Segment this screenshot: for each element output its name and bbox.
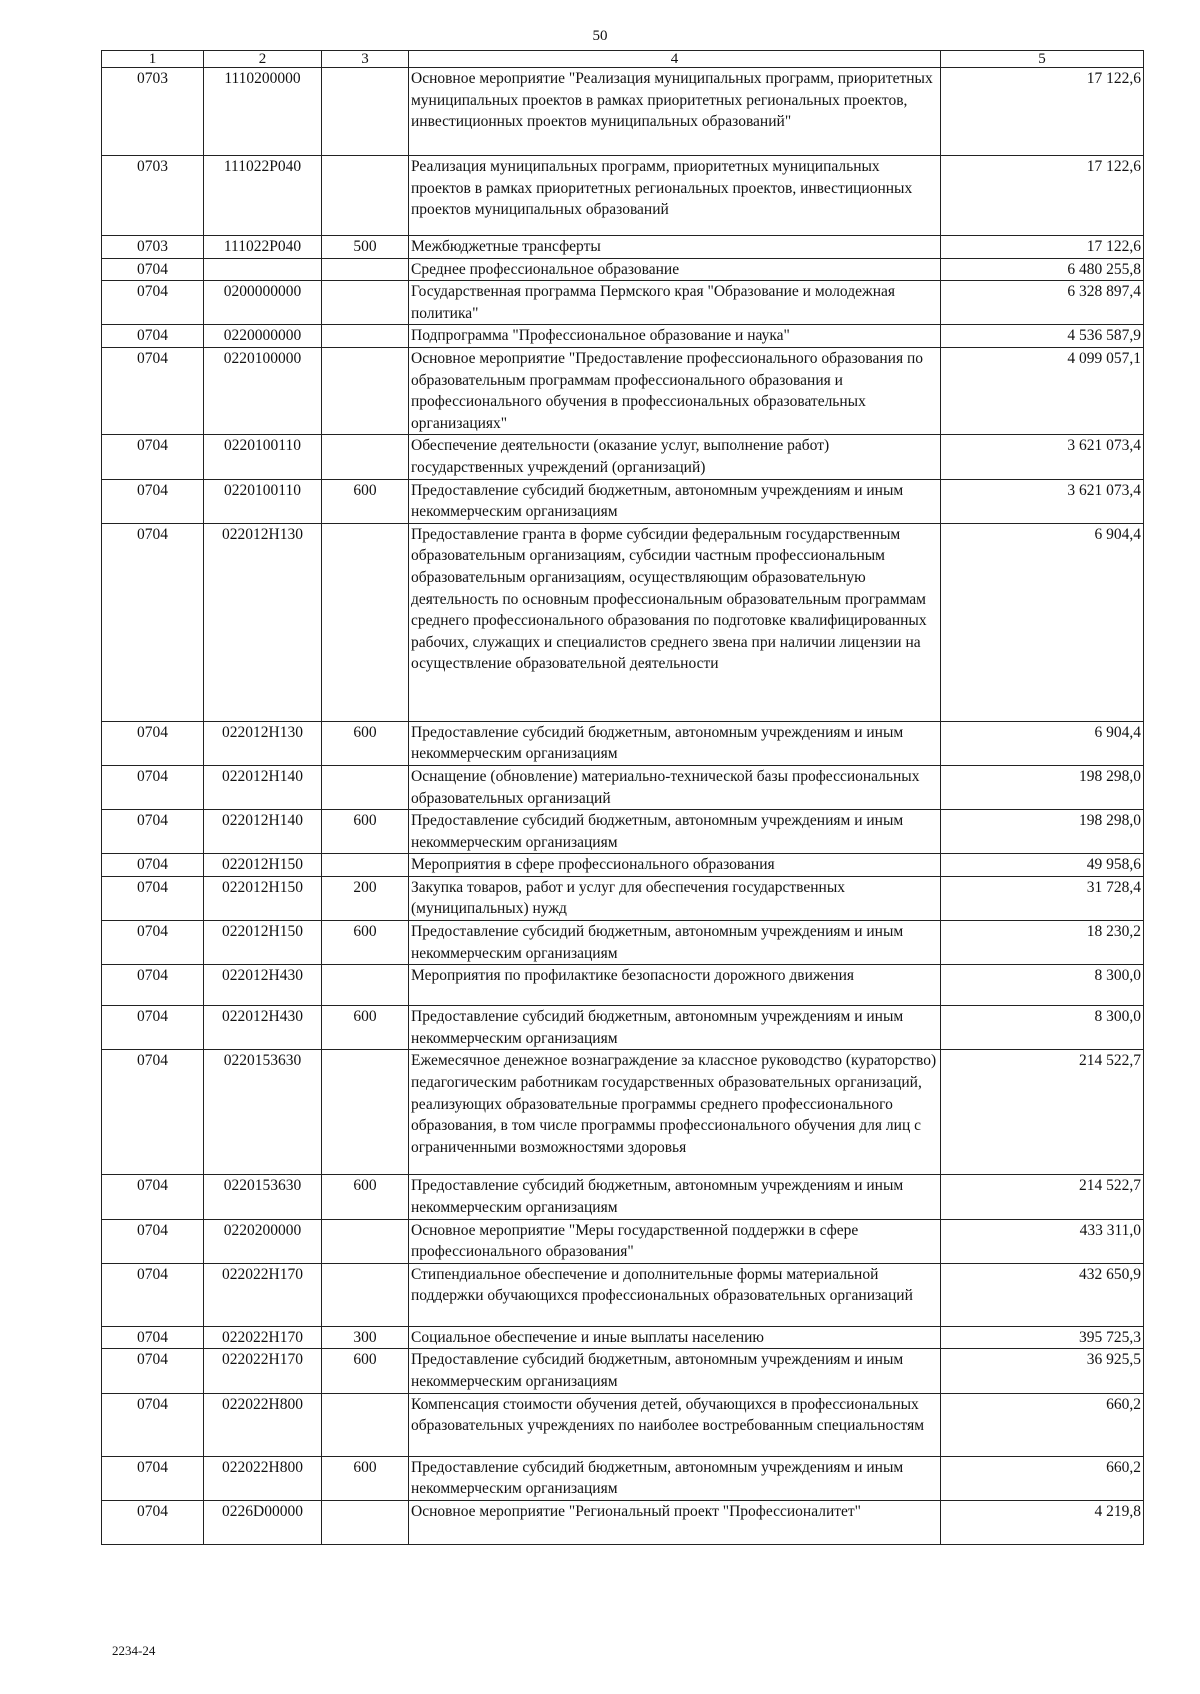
amount-cell: 8 300,0 xyxy=(941,965,1144,1006)
table-row xyxy=(102,921,1144,965)
target-article-cell: 022022H800 xyxy=(204,1456,322,1500)
table-row xyxy=(102,68,1144,156)
section-code-cell: 0704 xyxy=(102,1006,204,1050)
table-row xyxy=(102,1050,1144,1175)
table-row xyxy=(102,523,1144,721)
description-cell: Предоставление субсидий бюджетным, автономным учреждениям и иным некоммерческим организациям xyxy=(409,721,941,765)
expense-type-cell: 600 xyxy=(322,810,409,854)
table-row xyxy=(102,810,1144,854)
section-code-cell: 0704 xyxy=(102,1456,204,1500)
amount-cell: 6 904,4 xyxy=(941,721,1144,765)
table-row xyxy=(102,258,1144,281)
description-cell: Основное мероприятие "Региональный проект "Профессионалитет" xyxy=(409,1500,941,1544)
section-code-cell: 0704 xyxy=(102,965,204,1006)
expense-type-cell xyxy=(322,1500,409,1544)
table-row xyxy=(102,965,1144,1006)
table-row xyxy=(102,1500,1144,1544)
expense-type-cell: 300 xyxy=(322,1326,409,1349)
table-row xyxy=(102,347,1144,434)
description-cell: Мероприятия в сфере профессионального образования xyxy=(409,854,941,877)
column-header-3: 3 xyxy=(322,51,409,68)
description-cell: Закупка товаров, работ и услуг для обеспечения государственных (муниципальных) нужд xyxy=(409,876,941,920)
amount-cell: 3 621 073,4 xyxy=(941,479,1144,523)
amount-cell: 214 522,7 xyxy=(941,1050,1144,1175)
expense-type-cell: 600 xyxy=(322,921,409,965)
table-row xyxy=(102,876,1144,920)
table-row xyxy=(102,1326,1144,1349)
expense-type-cell xyxy=(322,156,409,236)
description-cell: Предоставление субсидий бюджетным, автономным учреждениям и иным некоммерческим организациям xyxy=(409,1456,941,1500)
amount-cell: 17 122,6 xyxy=(941,68,1144,156)
section-code-cell: 0704 xyxy=(102,1393,204,1456)
section-code-cell: 0704 xyxy=(102,325,204,348)
section-code-cell: 0704 xyxy=(102,1326,204,1349)
section-code-cell: 0704 xyxy=(102,1500,204,1544)
amount-cell: 198 298,0 xyxy=(941,765,1144,809)
table-row xyxy=(102,435,1144,479)
column-number-row xyxy=(102,51,1144,68)
description-cell: Основное мероприятие "Предоставление профессионального образования по образовательным программам профессионального образования и профессионального обучения в профессиональных образовательных организациях" xyxy=(409,347,941,434)
amount-cell: 395 725,3 xyxy=(941,1326,1144,1349)
expense-type-cell xyxy=(322,68,409,156)
table-row xyxy=(102,721,1144,765)
target-article-cell: 0200000000 xyxy=(204,281,322,325)
expense-type-cell xyxy=(322,1050,409,1175)
column-header-4: 4 xyxy=(409,51,941,68)
expense-type-cell xyxy=(322,854,409,877)
expense-type-cell: 600 xyxy=(322,1006,409,1050)
section-code-cell: 0704 xyxy=(102,810,204,854)
description-cell: Оснащение (обновление) материально-технической базы профессиональных образовательных организаций xyxy=(409,765,941,809)
expense-type-cell xyxy=(322,281,409,325)
section-code-cell: 0704 xyxy=(102,921,204,965)
expense-type-cell xyxy=(322,765,409,809)
description-cell: Мероприятия по профилактике безопасности дорожного движения xyxy=(409,965,941,1006)
description-cell: Среднее профессиональное образование xyxy=(409,258,941,281)
target-article-cell: 0220000000 xyxy=(204,325,322,348)
amount-cell: 214 522,7 xyxy=(941,1175,1144,1219)
description-cell: Реализация муниципальных программ, приоритетных муниципальных проектов в рамках приоритетных региональных проектов, инвестиционных проектов муниципальных образований xyxy=(409,156,941,236)
amount-cell: 198 298,0 xyxy=(941,810,1144,854)
table-row xyxy=(102,1219,1144,1263)
expense-type-cell xyxy=(322,965,409,1006)
amount-cell: 6 904,4 xyxy=(941,523,1144,721)
target-article-cell: 0220153630 xyxy=(204,1175,322,1219)
budget-table xyxy=(101,50,1144,1545)
section-code-cell: 0703 xyxy=(102,236,204,259)
expense-type-cell xyxy=(322,435,409,479)
section-code-cell: 0704 xyxy=(102,854,204,877)
column-header-5: 5 xyxy=(941,51,1144,68)
expense-type-cell xyxy=(322,1393,409,1456)
amount-cell: 31 728,4 xyxy=(941,876,1144,920)
section-code-cell: 0704 xyxy=(102,1050,204,1175)
expense-type-cell xyxy=(322,1219,409,1263)
amount-cell: 4 536 587,9 xyxy=(941,325,1144,348)
target-article-cell: 0220153630 xyxy=(204,1050,322,1175)
target-article-cell: 111022P040 xyxy=(204,236,322,259)
section-code-cell: 0704 xyxy=(102,347,204,434)
section-code-cell: 0704 xyxy=(102,479,204,523)
target-article-cell: 022012H430 xyxy=(204,1006,322,1050)
expense-type-cell xyxy=(322,347,409,434)
target-article-cell: 022022H170 xyxy=(204,1263,322,1326)
target-article-cell: 022012H130 xyxy=(204,721,322,765)
amount-cell: 660,2 xyxy=(941,1456,1144,1500)
amount-cell: 17 122,6 xyxy=(941,236,1144,259)
footer-document-code: 2234-24 xyxy=(112,1643,156,1658)
description-cell: Социальное обеспечение и иные выплаты населению xyxy=(409,1326,941,1349)
target-article-cell: 022012H130 xyxy=(204,523,322,721)
table-row xyxy=(102,156,1144,236)
expense-type-cell xyxy=(322,1263,409,1326)
amount-cell: 3 621 073,4 xyxy=(941,435,1144,479)
target-article-cell: 022012H140 xyxy=(204,810,322,854)
table-row xyxy=(102,1349,1144,1393)
page-number: 50 xyxy=(592,28,608,44)
amount-cell: 432 650,9 xyxy=(941,1263,1144,1326)
expense-type-cell xyxy=(322,325,409,348)
description-cell: Предоставление субсидий бюджетным, автономным учреждениям и иным некоммерческим организациям xyxy=(409,810,941,854)
table-row xyxy=(102,236,1144,259)
description-cell: Предоставление субсидий бюджетным, автономным учреждениям и иным некоммерческим организациям xyxy=(409,1349,941,1393)
expense-type-cell: 600 xyxy=(322,1349,409,1393)
description-cell: Предоставление субсидий бюджетным, автономным учреждениям и иным некоммерческим организациям xyxy=(409,1006,941,1050)
column-header-2: 2 xyxy=(204,51,322,68)
target-article-cell xyxy=(204,258,322,281)
description-cell: Государственная программа Пермского края "Образование и молодежная политика" xyxy=(409,281,941,325)
description-cell: Основное мероприятие "Реализация муниципальных программ, приоритетных муниципальных проектов в рамках приоритетных региональных проектов, инвестиционных проектов муниципальных образований" xyxy=(409,68,941,156)
amount-cell: 660,2 xyxy=(941,1393,1144,1456)
description-cell: Компенсация стоимости обучения детей, обучающихся в профессиональных образовательных учреждениях по наиболее востребованным специальностям xyxy=(409,1393,941,1456)
table-row xyxy=(102,1175,1144,1219)
expense-type-cell xyxy=(322,258,409,281)
amount-cell: 433 311,0 xyxy=(941,1219,1144,1263)
target-article-cell: 1110200000 xyxy=(204,68,322,156)
description-cell: Предоставление субсидий бюджетным, автономным учреждениям и иным некоммерческим организациям xyxy=(409,1175,941,1219)
expense-type-cell: 600 xyxy=(322,479,409,523)
target-article-cell: 022012H150 xyxy=(204,921,322,965)
target-article-cell: 0220100000 xyxy=(204,347,322,434)
amount-cell: 36 925,5 xyxy=(941,1349,1144,1393)
table-row xyxy=(102,765,1144,809)
table-body xyxy=(102,68,1144,1545)
amount-cell: 4 219,8 xyxy=(941,1500,1144,1544)
amount-cell: 6 480 255,8 xyxy=(941,258,1144,281)
expense-type-cell: 500 xyxy=(322,236,409,259)
description-cell: Подпрограмма "Профессиональное образование и наука" xyxy=(409,325,941,348)
description-cell: Предоставление гранта в форме субсидии федеральным государственным образовательным организациям, субсидии частным профессиональным образовательным организациям, осуществляющим образовательную деятельность по основным профессиональным образовательным программам среднего профессионального образования по подготовке квалифицированных рабочих, служащих и специалистов среднего звена при наличии лицензии на осуществление образовательной деятельности xyxy=(409,523,941,721)
target-article-cell: 022012H140 xyxy=(204,765,322,809)
description-cell: Ежемесячное денежное вознаграждение за классное руководство (кураторство) педагогическим работникам государственных образовательных организаций, реализующих образовательные программы среднего профессионального образования, в том числе программы профессионального обучения для лиц с ограниченными возможностями здоровья xyxy=(409,1050,941,1175)
description-cell: Основное мероприятие "Меры государственной поддержки в сфере профессионального образования" xyxy=(409,1219,941,1263)
amount-cell: 17 122,6 xyxy=(941,156,1144,236)
target-article-cell: 111022P040 xyxy=(204,156,322,236)
description-cell: Предоставление субсидий бюджетным, автономным учреждениям и иным некоммерческим организациям xyxy=(409,479,941,523)
table-row xyxy=(102,1393,1144,1456)
section-code-cell: 0704 xyxy=(102,721,204,765)
target-article-cell: 0220200000 xyxy=(204,1219,322,1263)
target-article-cell: 022022H170 xyxy=(204,1349,322,1393)
column-header-1: 1 xyxy=(102,51,204,68)
target-article-cell: 022012H150 xyxy=(204,854,322,877)
section-code-cell: 0704 xyxy=(102,1175,204,1219)
description-cell: Межбюджетные трансферты xyxy=(409,236,941,259)
section-code-cell: 0704 xyxy=(102,435,204,479)
section-code-cell: 0704 xyxy=(102,523,204,721)
expense-type-cell: 600 xyxy=(322,1175,409,1219)
table-row xyxy=(102,479,1144,523)
target-article-cell: 022022H170 xyxy=(204,1326,322,1349)
amount-cell: 18 230,2 xyxy=(941,921,1144,965)
expense-type-cell: 600 xyxy=(322,1456,409,1500)
section-code-cell: 0703 xyxy=(102,156,204,236)
expense-type-cell xyxy=(322,523,409,721)
table-row xyxy=(102,281,1144,325)
target-article-cell: 0226D00000 xyxy=(204,1500,322,1544)
table-row xyxy=(102,325,1144,348)
target-article-cell: 022022H800 xyxy=(204,1393,322,1456)
target-article-cell: 0220100110 xyxy=(204,435,322,479)
amount-cell: 49 958,6 xyxy=(941,854,1144,877)
amount-cell: 8 300,0 xyxy=(941,1006,1144,1050)
table-row xyxy=(102,1263,1144,1326)
target-article-cell: 022012H150 xyxy=(204,876,322,920)
table-row xyxy=(102,854,1144,877)
table-row xyxy=(102,1456,1144,1500)
table-row xyxy=(102,1006,1144,1050)
description-cell: Предоставление субсидий бюджетным, автономным учреждениям и иным некоммерческим организациям xyxy=(409,921,941,965)
expense-type-cell: 600 xyxy=(322,721,409,765)
expense-type-cell: 200 xyxy=(322,876,409,920)
target-article-cell: 0220100110 xyxy=(204,479,322,523)
section-code-cell: 0704 xyxy=(102,765,204,809)
section-code-cell: 0703 xyxy=(102,68,204,156)
description-cell: Обеспечение деятельности (оказание услуг, выполнение работ) государственных учреждений (организаций) xyxy=(409,435,941,479)
section-code-cell: 0704 xyxy=(102,258,204,281)
amount-cell: 4 099 057,1 xyxy=(941,347,1144,434)
section-code-cell: 0704 xyxy=(102,281,204,325)
section-code-cell: 0704 xyxy=(102,1349,204,1393)
section-code-cell: 0704 xyxy=(102,876,204,920)
section-code-cell: 0704 xyxy=(102,1219,204,1263)
amount-cell: 6 328 897,4 xyxy=(941,281,1144,325)
target-article-cell: 022012H430 xyxy=(204,965,322,1006)
description-cell: Стипендиальное обеспечение и дополнительные формы материальной поддержки обучающихся профессиональных образовательных организаций xyxy=(409,1263,941,1326)
section-code-cell: 0704 xyxy=(102,1263,204,1326)
